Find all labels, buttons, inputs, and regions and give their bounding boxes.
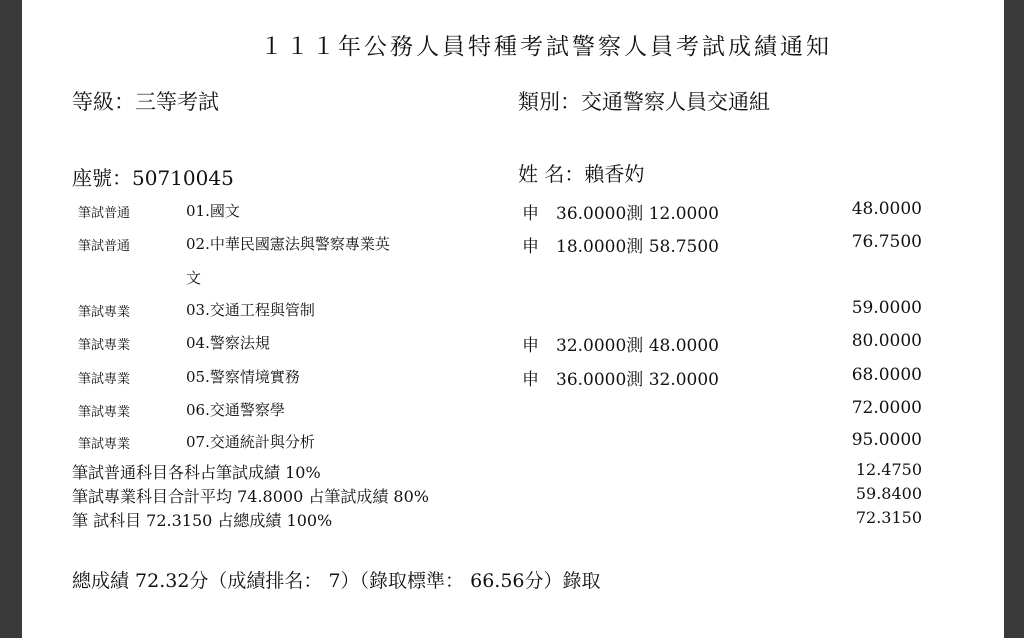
- exam-type: 筆試專業: [78, 437, 131, 452]
- subject-row: [22, 332, 1004, 358]
- score-breakdown: 36.0000測 12.0000: [556, 204, 720, 224]
- subject-name: 07.交通統計與分析: [186, 433, 315, 451]
- window-edge-left: [0, 0, 22, 638]
- subject-name: 05.警察情境實務: [186, 368, 300, 386]
- score-mark: 申: [522, 370, 539, 390]
- score-breakdown: 32.0000測 48.0000: [556, 336, 720, 356]
- exam-level: 等級：三等考試: [72, 90, 219, 114]
- exam-type: 筆試普通: [78, 239, 131, 254]
- score-notice-page: [22, 0, 1004, 638]
- subject-total: 72.0000: [851, 398, 922, 418]
- written-summary-label: 筆 試科目 72.3150 占總成績 100%: [72, 511, 333, 530]
- subject-name: 01.國文: [186, 202, 240, 220]
- professional-summary-label: 筆試專業科目合計平均 74.8000 占筆試成績 80%: [72, 487, 429, 506]
- exam-category: 類別：交通警察人員交通組: [518, 90, 770, 114]
- score-mark: 申: [522, 204, 539, 224]
- exam-type: 筆試普通: [78, 206, 131, 221]
- professional-summary-value: 59.8400: [855, 484, 922, 503]
- score-mark: 申: [522, 237, 539, 257]
- candidate-name: 姓 名：賴香妁: [518, 162, 645, 186]
- subject-name: 02.中華民國憲法與警察專業英: [186, 235, 390, 253]
- subject-total: 80.0000: [851, 331, 922, 351]
- exam-type: 筆試專業: [78, 305, 131, 320]
- exam-type: 筆試專業: [78, 372, 131, 387]
- subject-name: 03.交通工程與管制: [186, 301, 315, 319]
- exam-type: 筆試專業: [78, 338, 131, 353]
- general-summary-value: 12.4750: [855, 460, 922, 479]
- subject-total: 76.7500: [851, 232, 922, 252]
- window-edge-right: [1004, 0, 1024, 638]
- subject-row: [22, 431, 1004, 457]
- subject-total: 48.0000: [851, 199, 922, 219]
- written-summary-value: 72.3150: [855, 508, 922, 527]
- subject-name: 04.警察法規: [186, 334, 270, 352]
- score-breakdown: 18.0000測 58.7500: [556, 237, 720, 257]
- subject-row: [22, 233, 1004, 259]
- seat-number: 座號：50710045: [72, 166, 234, 190]
- subject-total: 59.0000: [851, 298, 922, 318]
- subject-total: 95.0000: [851, 430, 922, 450]
- subject-row: [22, 399, 1004, 425]
- subject-row: [22, 267, 1004, 293]
- exam-type: 筆試專業: [78, 405, 131, 420]
- final-score-line: 總成績 72.32分（成績排名： 7）（錄取標準： 66.56分）錄取: [72, 570, 601, 592]
- subject-total: 68.0000: [851, 365, 922, 385]
- notice-title: １１１年公務人員特種考試警察人員考試成績通知: [260, 34, 832, 60]
- score-mark: 申: [522, 336, 539, 356]
- subject-row: [22, 299, 1004, 325]
- subject-name: 文: [186, 269, 202, 287]
- subject-name: 06.交通警察學: [186, 401, 285, 419]
- score-breakdown: 36.0000測 32.0000: [556, 370, 720, 390]
- subject-row: [22, 366, 1004, 392]
- general-summary-label: 筆試普通科目各科占筆試成績 10%: [72, 463, 321, 482]
- subject-row: [22, 200, 1004, 226]
